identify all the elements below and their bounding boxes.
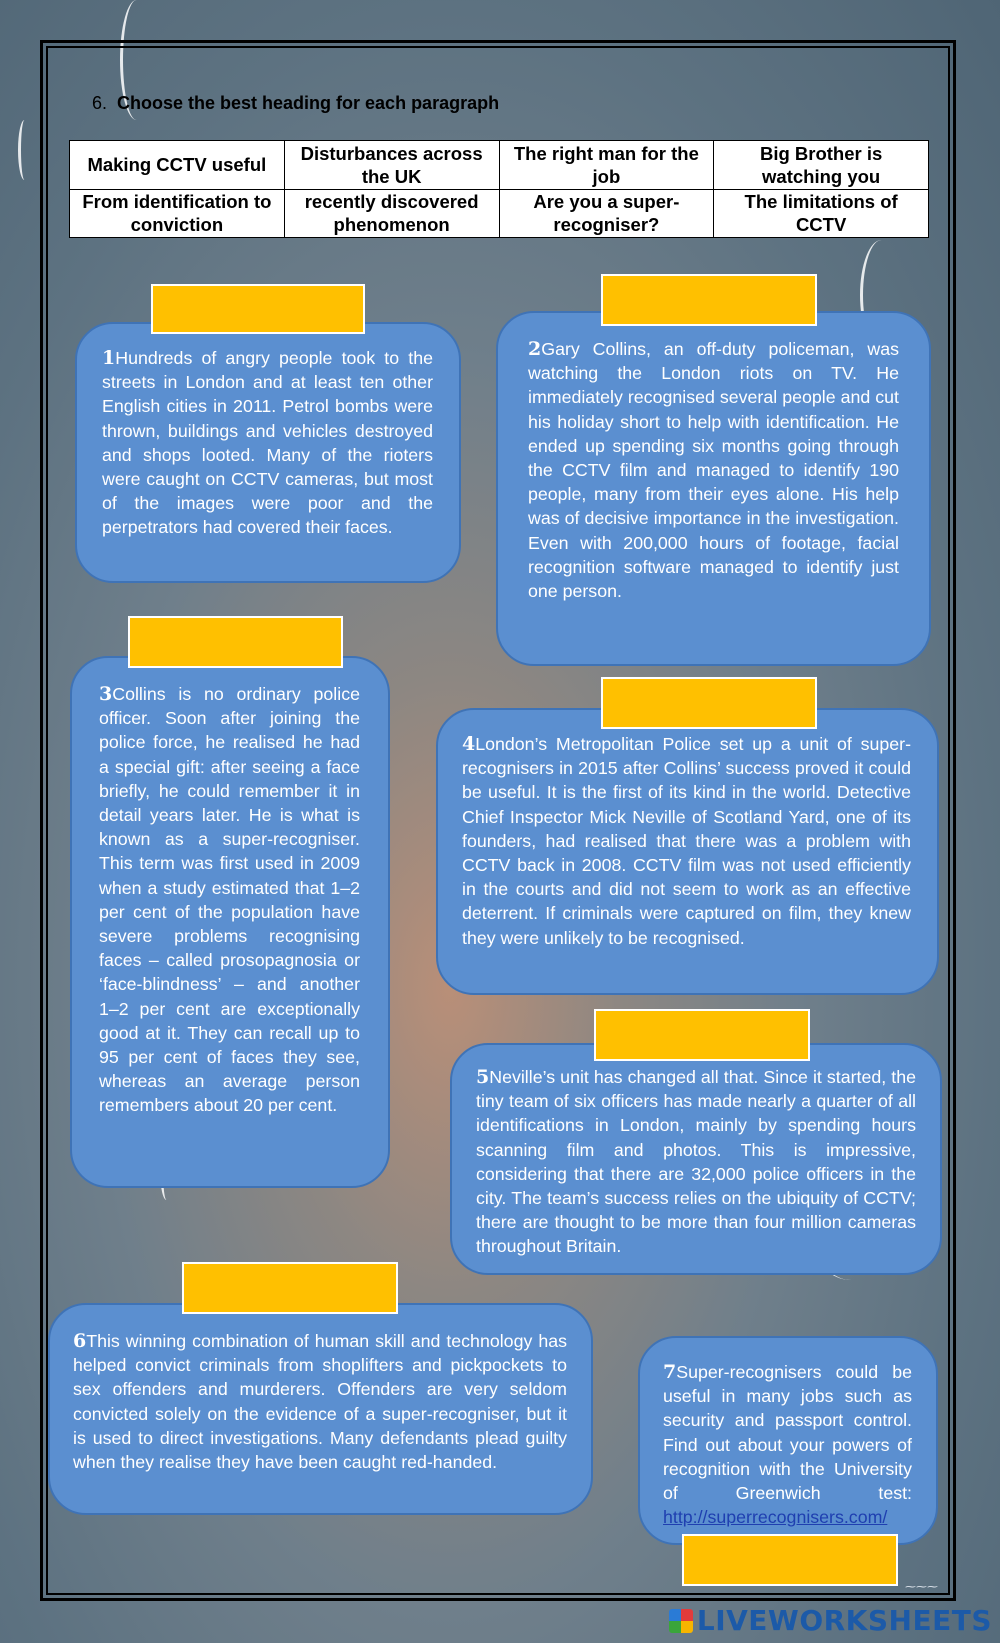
paragraph-box-6 (48, 1303, 593, 1515)
paragraph-number: 4 (462, 733, 476, 755)
table-row (70, 189, 929, 238)
heading-option[interactable]: Making CCTV useful (70, 141, 285, 190)
question-instruction (92, 93, 499, 114)
paragraph-number: 3 (99, 683, 113, 705)
paragraph-text: This winning combination of human skill and technology has helped convict criminals from shoplifters and pickpockets to sex offenders and murderers. Offenders are very seldom convicted solely on the evidence of a super-recogniser, but it is used to direct investigations. Many defendants plead guilty when they realise they have been caught red-handed. (73, 1331, 567, 1473)
test-link[interactable]: http://superrecognisers.com/ (663, 1507, 888, 1528)
answer-slot-6[interactable] (182, 1262, 398, 1314)
paragraph-number: 5 (476, 1066, 490, 1088)
paragraph-box-7 (638, 1336, 938, 1545)
headings-table (69, 140, 929, 238)
heading-option[interactable]: From identification to conviction (70, 189, 285, 238)
question-text: Choose the best heading for each paragraph (117, 93, 500, 113)
background-streak (18, 120, 31, 180)
table-row (70, 141, 929, 190)
answer-slot-2[interactable] (601, 274, 817, 326)
paragraph-box-5 (450, 1043, 942, 1275)
paragraph-box-4 (436, 708, 939, 995)
paragraph-text: Hundreds of angry people took to the streets in London and at least ten other English cities in 2011. Petrol bombs were thrown, buildings and vehicles destroyed and shops looted. Many of the rioters were caught on CCTV cameras, but most of the images were poor and the perpetrators had covered their faces. (102, 348, 433, 538)
paragraph-text: London’s Metropolitan Police set up a unit of super-recognisers in 2015 after Collins’ success proved it could be useful. It is the first of its kind in the world. Detective Chief Inspector Mick Neville of Scotland Yard, one of its founders, had realised that there was a problem with CCTV back in 2008. CCTV film was not used efficiently in the courts and did not seem to work as an effective deterrent. If criminals were captured on film, they knew they were unlikely to be recognised. (462, 734, 911, 948)
heading-option[interactable]: recently discovered phenomenon (284, 189, 499, 238)
answer-slot-7[interactable] (682, 1534, 898, 1586)
signature-scribble: ⁓⁓⁓ (905, 1580, 938, 1593)
heading-option[interactable]: The right man for the job (499, 141, 714, 190)
paragraph-number: 7 (663, 1361, 677, 1383)
paragraph-text: Super-recognisers could be useful in many jobs such as security and passport control. Find out about your powers of recognition with the University of Greenwich test: (663, 1362, 912, 1504)
paragraph-box-2 (496, 311, 931, 666)
paragraph-number: 1 (102, 347, 116, 369)
paragraph-text: Neville’s unit has changed all that. Since it started, the tiny team of six officers has made nearly a quarter of all identifications in London, mainly by spending hours scanning film and photos. This is impressive, considering that there are 32,000 police officers in the city. The team’s success relies on the ubiquity of CCTV; there are thought to be more than four million cameras throughout Britain. (476, 1067, 916, 1257)
paragraph-number: 6 (73, 1330, 87, 1352)
paragraph-text: Gary Collins, an off-duty policeman, was watching the London riots on TV. He immediately recognised several people and cut his holiday short to help with identification. He ended up spending six months going through the CCTV film and managed to identify 190 people, many from their eyes alone. His help was of decisive importance in the investigation. Even with 200,000 hours of footage, facial recognition software managed to identify just one person. (528, 339, 899, 602)
heading-option[interactable]: The limitations of CCTV (714, 189, 929, 238)
liveworksheets-logo-icon (669, 1609, 693, 1633)
answer-slot-3[interactable] (128, 616, 343, 668)
liveworksheets-watermark (669, 1604, 992, 1637)
paragraph-box-1 (75, 322, 461, 583)
answer-slot-1[interactable] (151, 284, 365, 334)
watermark-text: LIVEWORKSHEETS (696, 1604, 992, 1637)
paragraph-text: Collins is no ordinary police officer. Soon after joining the police force, he realised he had a special gift: after seeing a face briefly, he could remember it in detail years later. He is what is known as a super-recogniser. This term was first used in 2009 when a study estimated that 1–2 per cent of the population have severe problems recognising faces – called prosopagnosia or ‘face-blindness’ – and another 1–2 per cent are exceptionally good at it. They can recall up to 95 per cent of faces they see, whereas an average person remembers about 20 per cent. (99, 684, 360, 1116)
paragraph-number: 2 (528, 338, 542, 360)
heading-option[interactable]: Big Brother is watching you (714, 141, 929, 190)
heading-option[interactable]: Are you a super-recogniser? (499, 189, 714, 238)
question-number: 6. (92, 93, 108, 113)
answer-slot-5[interactable] (594, 1009, 810, 1061)
heading-option[interactable]: Disturbances across the UK (284, 141, 499, 190)
paragraph-box-3 (70, 656, 390, 1188)
answer-slot-4[interactable] (601, 677, 817, 729)
